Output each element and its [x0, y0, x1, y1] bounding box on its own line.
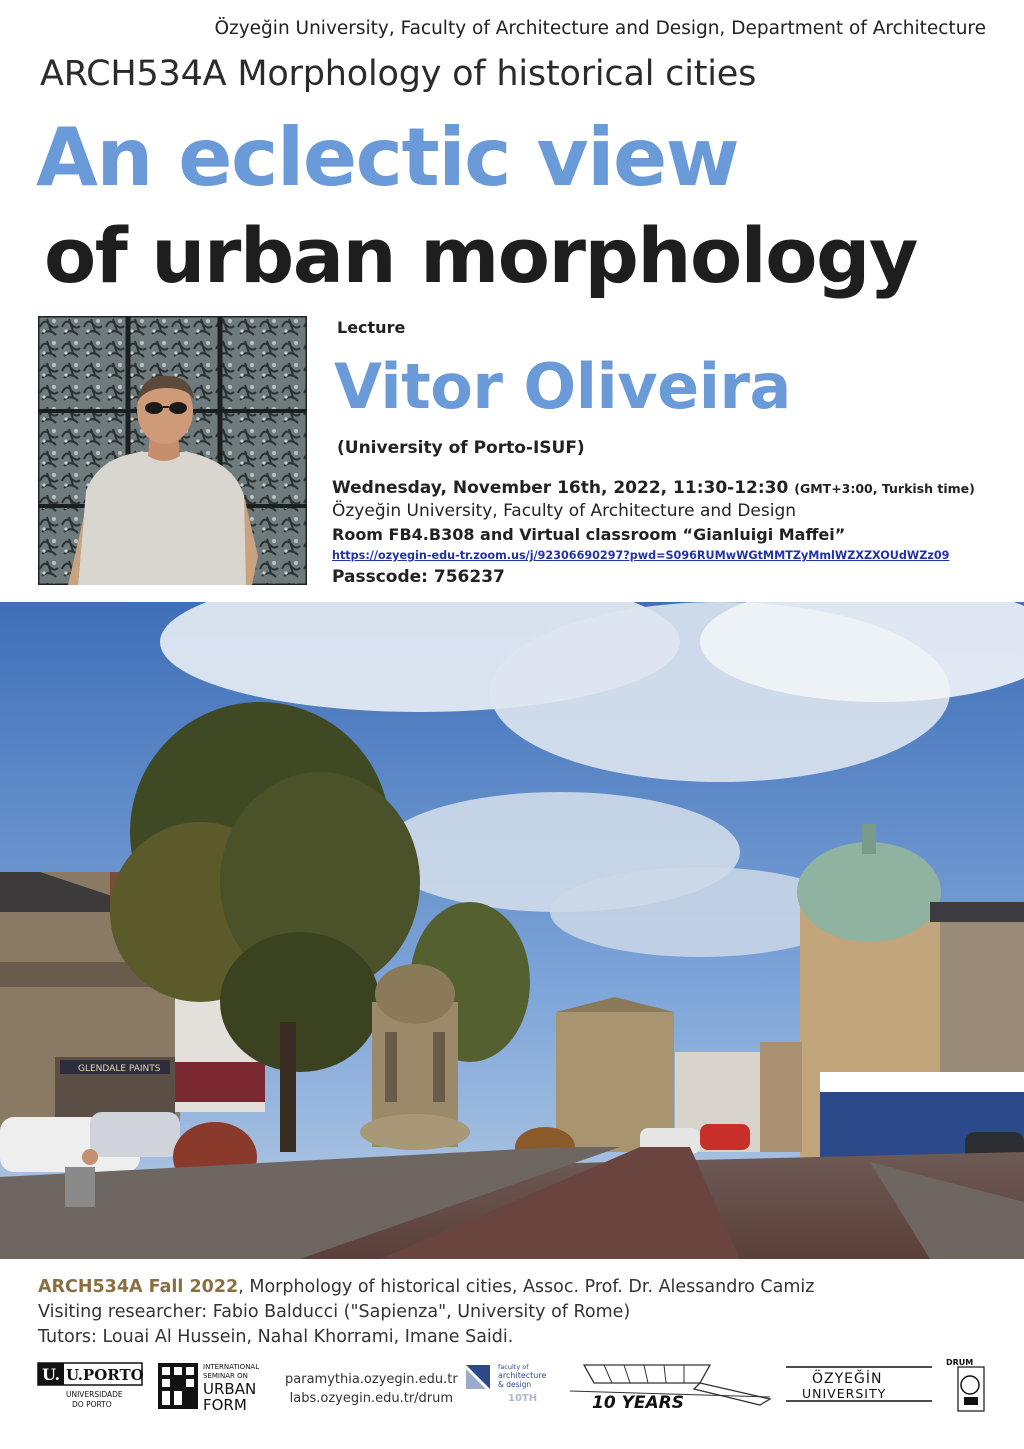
- svg-text:DRUM: DRUM: [946, 1358, 974, 1367]
- url-drum[interactable]: labs.ozyegin.edu.tr/drum: [289, 1391, 454, 1406]
- zoom-passcode: Passcode: 756237: [332, 567, 505, 587]
- institution-line: Özyeğin University, Faculty of Architecture and Design, Department of Architecture: [214, 18, 986, 39]
- svg-text:architecture: architecture: [498, 1371, 547, 1380]
- svg-text:SEMINAR ON: SEMINAR ON: [203, 1372, 248, 1380]
- speaker-name: Vitor Oliveira: [334, 350, 791, 423]
- lecture-date: Wednesday, November 16th, 2022, 11:30-12:30: [332, 478, 789, 498]
- footer-visiting-researcher: Visiting researcher: Fabio Balducci ("Sapienza", University of Rome): [38, 1302, 631, 1322]
- lecture-venue: Özyeğin University, Faculty of Architecture and Design: [332, 501, 797, 521]
- svg-text:UNIVERSITY: UNIVERSITY: [802, 1386, 887, 1401]
- speaker-portrait: [38, 316, 307, 585]
- svg-text:DO PORTO: DO PORTO: [72, 1400, 112, 1409]
- svg-text:& design: & design: [498, 1380, 532, 1389]
- svg-text:GLENDALE PAINTS: GLENDALE PAINTS: [78, 1064, 161, 1074]
- svg-text:U.: U.: [42, 1365, 61, 1384]
- svg-text:UNIVERSIDADE: UNIVERSIDADE: [66, 1390, 123, 1399]
- sponsor-logos: [0, 1355, 1024, 1445]
- poster-title-line1: An eclectic view: [36, 111, 739, 204]
- ten-years-logo: [570, 1365, 770, 1413]
- svg-text:INTERNATIONAL: INTERNATIONAL: [203, 1363, 260, 1371]
- poster-title-line2: of urban morphology: [44, 211, 917, 300]
- speaker-affiliation: (University of Porto-ISUF): [337, 438, 585, 458]
- lecture-room: Room FB4.B308 and Virtual classroom “Gianluigi Maffei”: [332, 525, 846, 544]
- isuf-logo: [158, 1363, 259, 1414]
- lecture-datetime: [332, 478, 975, 498]
- svg-text:ÖZYEĞİN: ÖZYEĞİN: [812, 1371, 883, 1387]
- ozyegin-university-logo: [786, 1367, 932, 1401]
- town-square-photo: [0, 602, 1024, 1259]
- footer-course-code: ARCH534A Fall 2022: [38, 1277, 239, 1297]
- svg-text:faculty of: faculty of: [498, 1363, 529, 1371]
- drum-lab-logo: [946, 1358, 984, 1411]
- svg-text:URBAN: URBAN: [203, 1380, 257, 1398]
- svg-text:10 YEARS: 10 YEARS: [592, 1393, 684, 1413]
- faculty-10th-logo: [466, 1363, 546, 1404]
- lecture-label: Lecture: [337, 318, 406, 337]
- course-title: ARCH534A Morphology of historical cities: [40, 54, 757, 94]
- footer-tutors: Tutors: Louai Al Hussein, Nahal Khorrami, Imane Saidi.: [38, 1327, 514, 1347]
- web-links: [285, 1370, 458, 1408]
- url-paramythia[interactable]: paramythia.ozyegin.edu.tr: [285, 1372, 458, 1387]
- footer-course-details: , Morphology of historical cities, Assoc. Prof. Dr. Alessandro Camiz: [238, 1277, 815, 1297]
- svg-text:FORM: FORM: [203, 1396, 247, 1414]
- zoom-link[interactable]: https://ozyegin-edu-tr.zoom.us/j/92306690297?pwd=S096RUMwWGtMMTZyMmlWZXZXOUdWZz09: [332, 549, 950, 562]
- svg-text:10TH: 10TH: [508, 1393, 538, 1404]
- svg-text:U.PORTO: U.PORTO: [66, 1366, 144, 1384]
- footer-course-line: [38, 1277, 814, 1297]
- uporto-logo: [38, 1363, 144, 1409]
- lecture-timezone: (GMT+3:00, Turkish time): [794, 481, 975, 496]
